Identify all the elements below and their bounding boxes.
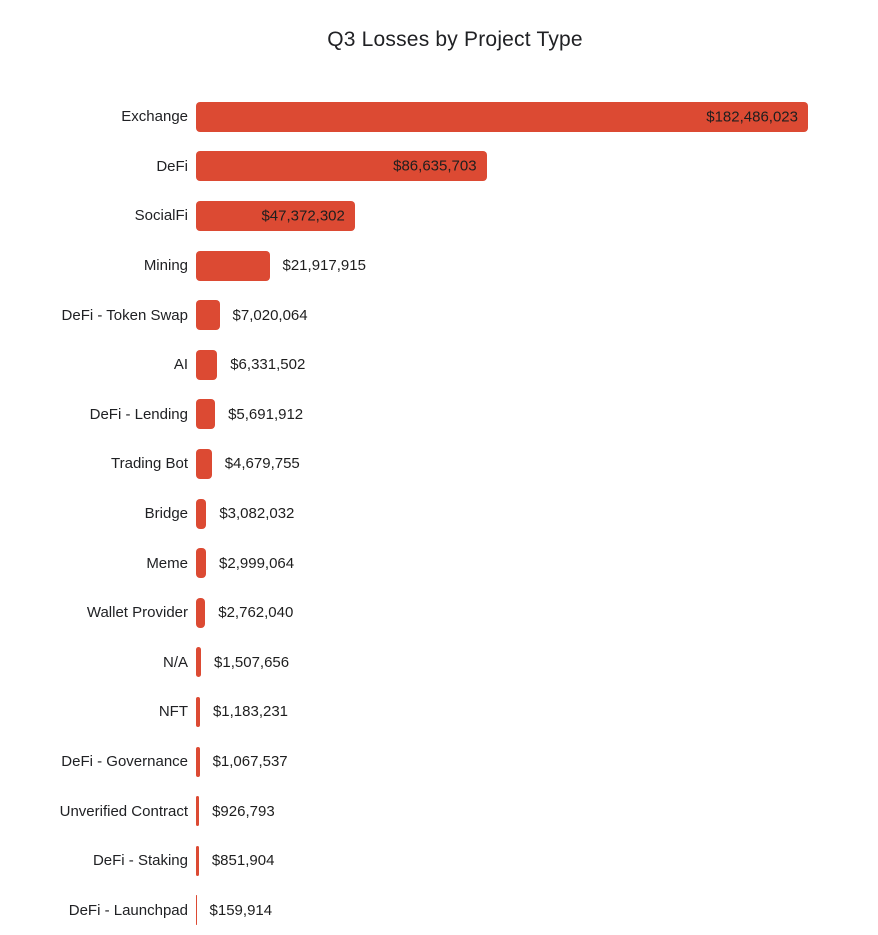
bar [196, 499, 206, 529]
category-label: Bridge [144, 505, 188, 523]
bar-row [0, 290, 878, 340]
bar [196, 251, 270, 281]
bar-row [0, 92, 878, 142]
plot-area [196, 350, 836, 380]
value-label: $1,183,231 [212, 703, 289, 721]
plot-area [196, 796, 836, 826]
category-label: DeFi - Token Swap [61, 306, 188, 324]
value-label: $1,067,537 [212, 753, 288, 771]
value-label: $926,793 [212, 802, 275, 820]
bar [196, 350, 217, 380]
plot-area [196, 399, 836, 429]
bar-row [0, 241, 878, 291]
bar [196, 796, 199, 826]
category-label: Unverified Contract [59, 802, 188, 820]
bar-row [0, 836, 878, 886]
value-label: $6,331,502 [230, 356, 306, 374]
plot-area [196, 747, 836, 777]
bar-row [0, 489, 878, 539]
plot-area [196, 647, 836, 677]
category-label: DeFi [156, 157, 188, 175]
bar-row [0, 638, 878, 688]
category-label: N/A [162, 653, 188, 671]
plot-area [196, 300, 836, 330]
bar [196, 548, 206, 578]
value-label: $5,691,912 [228, 405, 304, 423]
value-label: $1,507,656 [214, 653, 290, 671]
bar-row [0, 142, 878, 192]
bar [196, 697, 200, 727]
bar-row [0, 886, 878, 935]
value-label: $851,904 [211, 852, 275, 870]
bar [196, 102, 808, 132]
bar [196, 201, 355, 231]
category-label: SocialFi [134, 207, 188, 225]
plot-area [196, 151, 836, 181]
bar-row [0, 439, 878, 489]
value-label: $4,679,755 [224, 455, 300, 473]
bar-row [0, 191, 878, 241]
plot-area [196, 548, 836, 578]
bar [196, 647, 201, 677]
category-label: DeFi - Governance [61, 753, 188, 771]
bar-row [0, 390, 878, 440]
value-label: $21,917,915 [282, 257, 366, 275]
category-label: DeFi - Launchpad [68, 901, 188, 919]
category-label: Trading Bot [111, 455, 188, 473]
plot-area [196, 598, 836, 628]
category-label: DeFi - Staking [92, 852, 188, 870]
value-label: $2,762,040 [218, 604, 294, 622]
bar-row [0, 737, 878, 787]
bar [196, 846, 199, 876]
bar [196, 151, 487, 181]
category-label: DeFi - Lending [89, 405, 188, 423]
bar-row [0, 340, 878, 390]
category-label: NFT [158, 703, 188, 721]
category-label: Mining [143, 257, 188, 275]
bar [196, 300, 220, 330]
value-label: $86,635,703 [393, 157, 477, 175]
plot-area [196, 449, 836, 479]
plot-area [196, 201, 836, 231]
category-label: Exchange [121, 108, 188, 126]
bar-chart [0, 92, 878, 935]
bar-row [0, 687, 878, 737]
plot-area [196, 499, 836, 529]
bar-row [0, 588, 878, 638]
bar-row [0, 786, 878, 836]
value-label: $3,082,032 [219, 505, 295, 523]
category-label: AI [173, 356, 188, 374]
plot-area [196, 895, 836, 925]
plot-area [196, 251, 836, 281]
plot-area [196, 102, 836, 132]
plot-area [196, 697, 836, 727]
bar [196, 895, 197, 925]
bar [196, 449, 212, 479]
value-label: $47,372,302 [261, 207, 345, 225]
value-label: $7,020,064 [232, 306, 308, 324]
category-label: Wallet Provider [86, 604, 188, 622]
bar [196, 399, 215, 429]
value-label: $159,914 [209, 901, 273, 919]
value-label: $2,999,064 [219, 554, 295, 572]
bar [196, 598, 205, 628]
category-label: Meme [146, 554, 188, 572]
bar-row [0, 538, 878, 588]
chart-title: Q3 Losses by Project Type [327, 28, 583, 51]
value-label: $182,486,023 [706, 108, 798, 126]
bar [196, 747, 200, 777]
plot-area [196, 846, 836, 876]
